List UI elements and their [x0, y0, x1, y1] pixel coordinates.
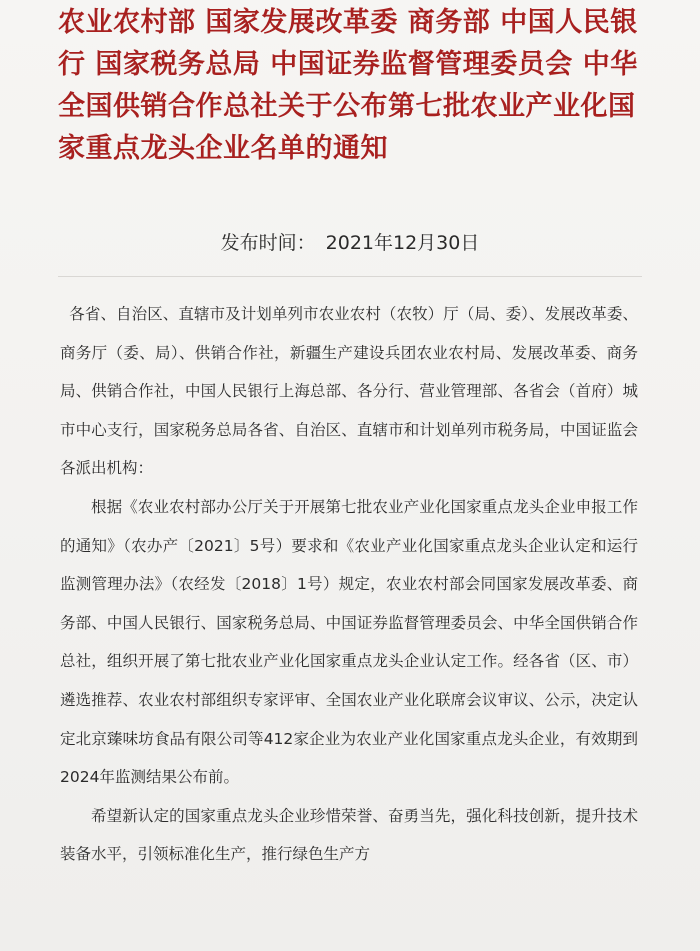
- document-title: 农业农村部 国家发展改革委 商务部 中国人民银行 国家税务总局 中国证券监督管理委员会 中华全国供销合作总社关于公布第七批农业产业化国家重点龙头企业名单的通知: [58, 7, 638, 164]
- publish-time-label: 发布时间：: [220, 232, 316, 254]
- paragraph-basis: 根据《农业农村部办公厅关于开展第七批农业产业化国家重点龙头企业申报工作的通知》（农办产〔2021〕5号）要求和《农业产业化国家重点龙头企业认定和运行监测管理办法》（农经发〔2018〕1号）规定，农业农村部会同国家发展改革委、商务部、中国人民银行、国家税务总局、中国证券监督管理委员会、中华全国供销合作总社，组织开展了第七批农业产业化国家重点龙头企业认定工作。经各省（区、市）遴选推荐、农业农村部组织专家评审、全国农业产业化联席会议审议、公示，决定认定北京臻味坊食品有限公司等412家企业为农业产业化国家重点龙头企业，有效期到2024年监测结果公布前。: [60, 497, 638, 787]
- paragraph-addressees: 各省、自治区、直辖市及计划单列市农业农村（农牧）厅（局、委）、发展改革委、商务厅（委、局）、供销合作社，新疆生产建设兵团农业农村局、发展改革委、商务局、供销合作社，中国人民银行上海总部、各分行、营业管理部、各省会（首府）城市中心支行，国家税务总局各省、自治区、直辖市和计划单列市税务局，中国证监会各派出机构：: [60, 305, 638, 478]
- publish-time: [0, 226, 700, 260]
- divider: [58, 276, 642, 277]
- publish-date: 2021年12月30日: [325, 232, 480, 254]
- paragraph-hope: 希望新认定的国家重点龙头企业珍惜荣誉、奋勇当先，强化科技创新，提升技术装备水平，引领标准化生产，推行绿色生产方: [60, 806, 638, 864]
- document-body: [60, 295, 638, 874]
